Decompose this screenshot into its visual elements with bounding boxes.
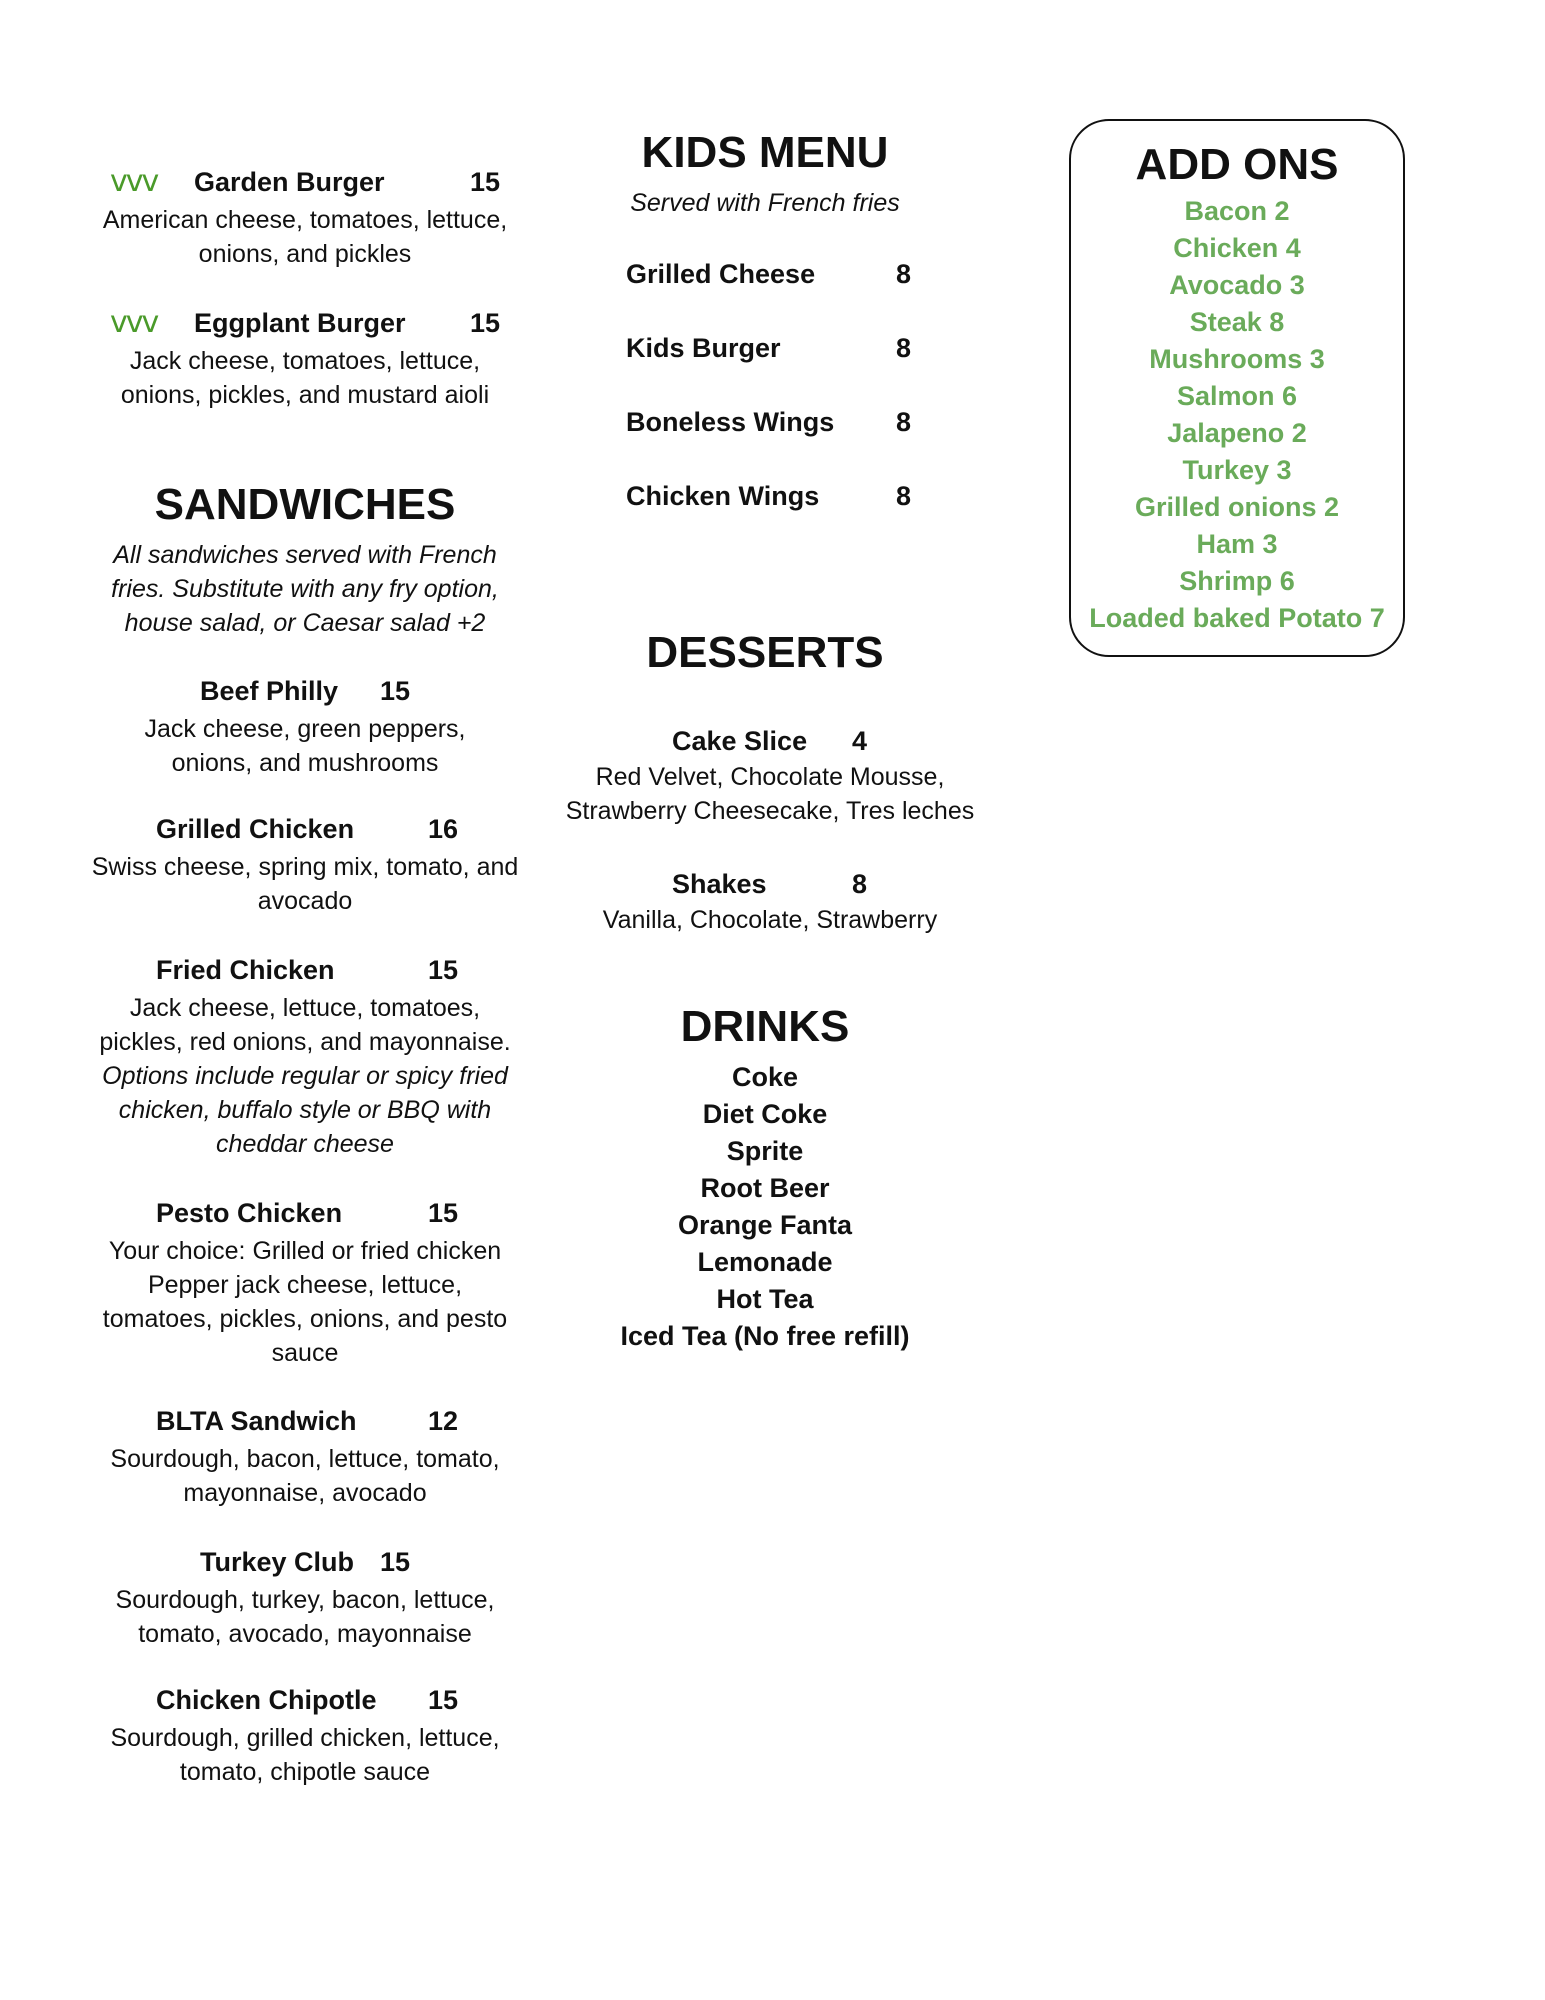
sandwiches-heading: SANDWICHES	[154, 480, 456, 529]
item-price: 8	[896, 333, 912, 363]
item-price: 15	[380, 676, 411, 706]
item-price: 16	[428, 814, 459, 844]
item-name: Chicken Chipotle	[156, 1685, 377, 1715]
item-name: Turkey Club	[200, 1547, 355, 1577]
addon-item: Steak 8	[1189, 307, 1285, 337]
addon-item: Ham 3	[1196, 529, 1278, 559]
drink-item: Root Beer	[700, 1173, 830, 1203]
item-description: Vanilla, Chocolate, Strawberry	[602, 906, 938, 934]
item-name: Beef Philly	[200, 676, 339, 706]
addon-item: Grilled onions 2	[1134, 492, 1340, 522]
addons-list	[1071, 193, 1403, 637]
item-price: 15	[428, 1685, 459, 1715]
item-description: Sourdough, grilled chicken, lettuce, tomato, chipotle sauce	[110, 1724, 500, 1786]
item-description: Jack cheese, lettuce, tomatoes, pickles, red onions, and mayonnaise. Options include regular or spicy fried chicken, buffalo style or BBQ with cheddar cheese	[99, 994, 511, 1158]
item-name: Grilled Cheese	[626, 259, 816, 289]
addon-item: Turkey 3	[1182, 455, 1292, 485]
drink-item: Iced Tea (No free refill)	[620, 1321, 910, 1351]
desserts-heading: DESSERTS	[646, 628, 884, 677]
item-price: 8	[896, 481, 912, 511]
addon-item: Salmon 6	[1176, 381, 1298, 411]
drinks-heading: DRINKS	[680, 1002, 850, 1051]
drink-item: Orange Fanta	[677, 1210, 853, 1240]
item-description: Red Velvet, Chocolate Mousse, Strawberry Cheesecake, Tres leches	[565, 763, 975, 825]
item-name: BLTA Sandwich	[156, 1406, 357, 1436]
addon-item: Mushrooms 3	[1149, 344, 1325, 374]
item-name: Chicken Wings	[626, 481, 820, 511]
item-name: Boneless Wings	[626, 407, 835, 437]
addon-item: Loaded baked Potato 7	[1089, 603, 1385, 633]
item-price: 8	[896, 259, 912, 289]
drink-item: Sprite	[726, 1136, 804, 1166]
addon-item: Shrimp 6	[1179, 566, 1295, 596]
addon-item: Chicken 4	[1173, 233, 1301, 263]
item-description: American cheese, tomatoes, lettuce, onions, and pickles	[102, 206, 508, 268]
addons-heading: ADD ONS	[1135, 140, 1339, 189]
addon-item: Jalapeno 2	[1167, 418, 1307, 448]
item-name: Fried Chicken	[156, 955, 335, 985]
item-description: Sourdough, turkey, bacon, lettuce, tomato, avocado, mayonnaise	[115, 1586, 495, 1648]
kids-menu-heading: KIDS MENU	[641, 128, 889, 177]
item-name: Garden Burger	[194, 167, 385, 197]
addon-item: Avocado 3	[1169, 270, 1305, 300]
item-name: Grilled Chicken	[156, 814, 355, 844]
sandwiches-note: All sandwiches served with French fries. Substitute with any fry option, house salad, or Caesar salad +2	[111, 541, 499, 637]
drink-item: Lemonade	[697, 1247, 833, 1277]
item-description: Swiss cheese, spring mix, tomato, and avocado	[91, 853, 519, 915]
item-name: Cake Slice	[672, 726, 808, 756]
addons-box	[1069, 119, 1405, 657]
leaf-icon: ⅴⅴⅴ	[110, 306, 158, 339]
drinks-list	[560, 1059, 970, 1355]
leaf-icon: ⅴⅴⅴ	[110, 165, 158, 198]
item-description: Sourdough, bacon, lettuce, tomato, mayonnaise, avocado	[110, 1445, 500, 1507]
item-name: Eggplant Burger	[194, 308, 406, 338]
item-price: 15	[428, 955, 459, 985]
item-name: Shakes	[672, 869, 767, 899]
drink-item: Hot Tea	[716, 1284, 814, 1314]
drink-item: Diet Coke	[702, 1099, 828, 1129]
item-price: 8	[896, 407, 912, 437]
item-name: Kids Burger	[626, 333, 781, 363]
item-price: 15	[470, 308, 501, 338]
item-description: Jack cheese, tomatoes, lettuce, onions, pickles, and mustard aioli	[120, 347, 490, 409]
item-price: 8	[852, 869, 868, 899]
drink-item: Coke	[731, 1062, 799, 1092]
item-description: Your choice: Grilled or fried chicken Pepper jack cheese, lettuce, tomatoes, pickles, onions, and pesto sauce	[102, 1237, 508, 1367]
kids-menu-subtitle: Served with French fries	[630, 189, 900, 217]
item-price: 15	[470, 167, 501, 197]
item-price: 15	[428, 1198, 459, 1228]
item-name: Pesto Chicken	[156, 1198, 343, 1228]
item-price: 12	[428, 1406, 459, 1436]
item-price: 4	[852, 726, 868, 756]
item-description: Jack cheese, green peppers, onions, and mushrooms	[144, 715, 466, 777]
addon-item: Bacon 2	[1184, 196, 1290, 226]
item-price: 15	[380, 1547, 411, 1577]
